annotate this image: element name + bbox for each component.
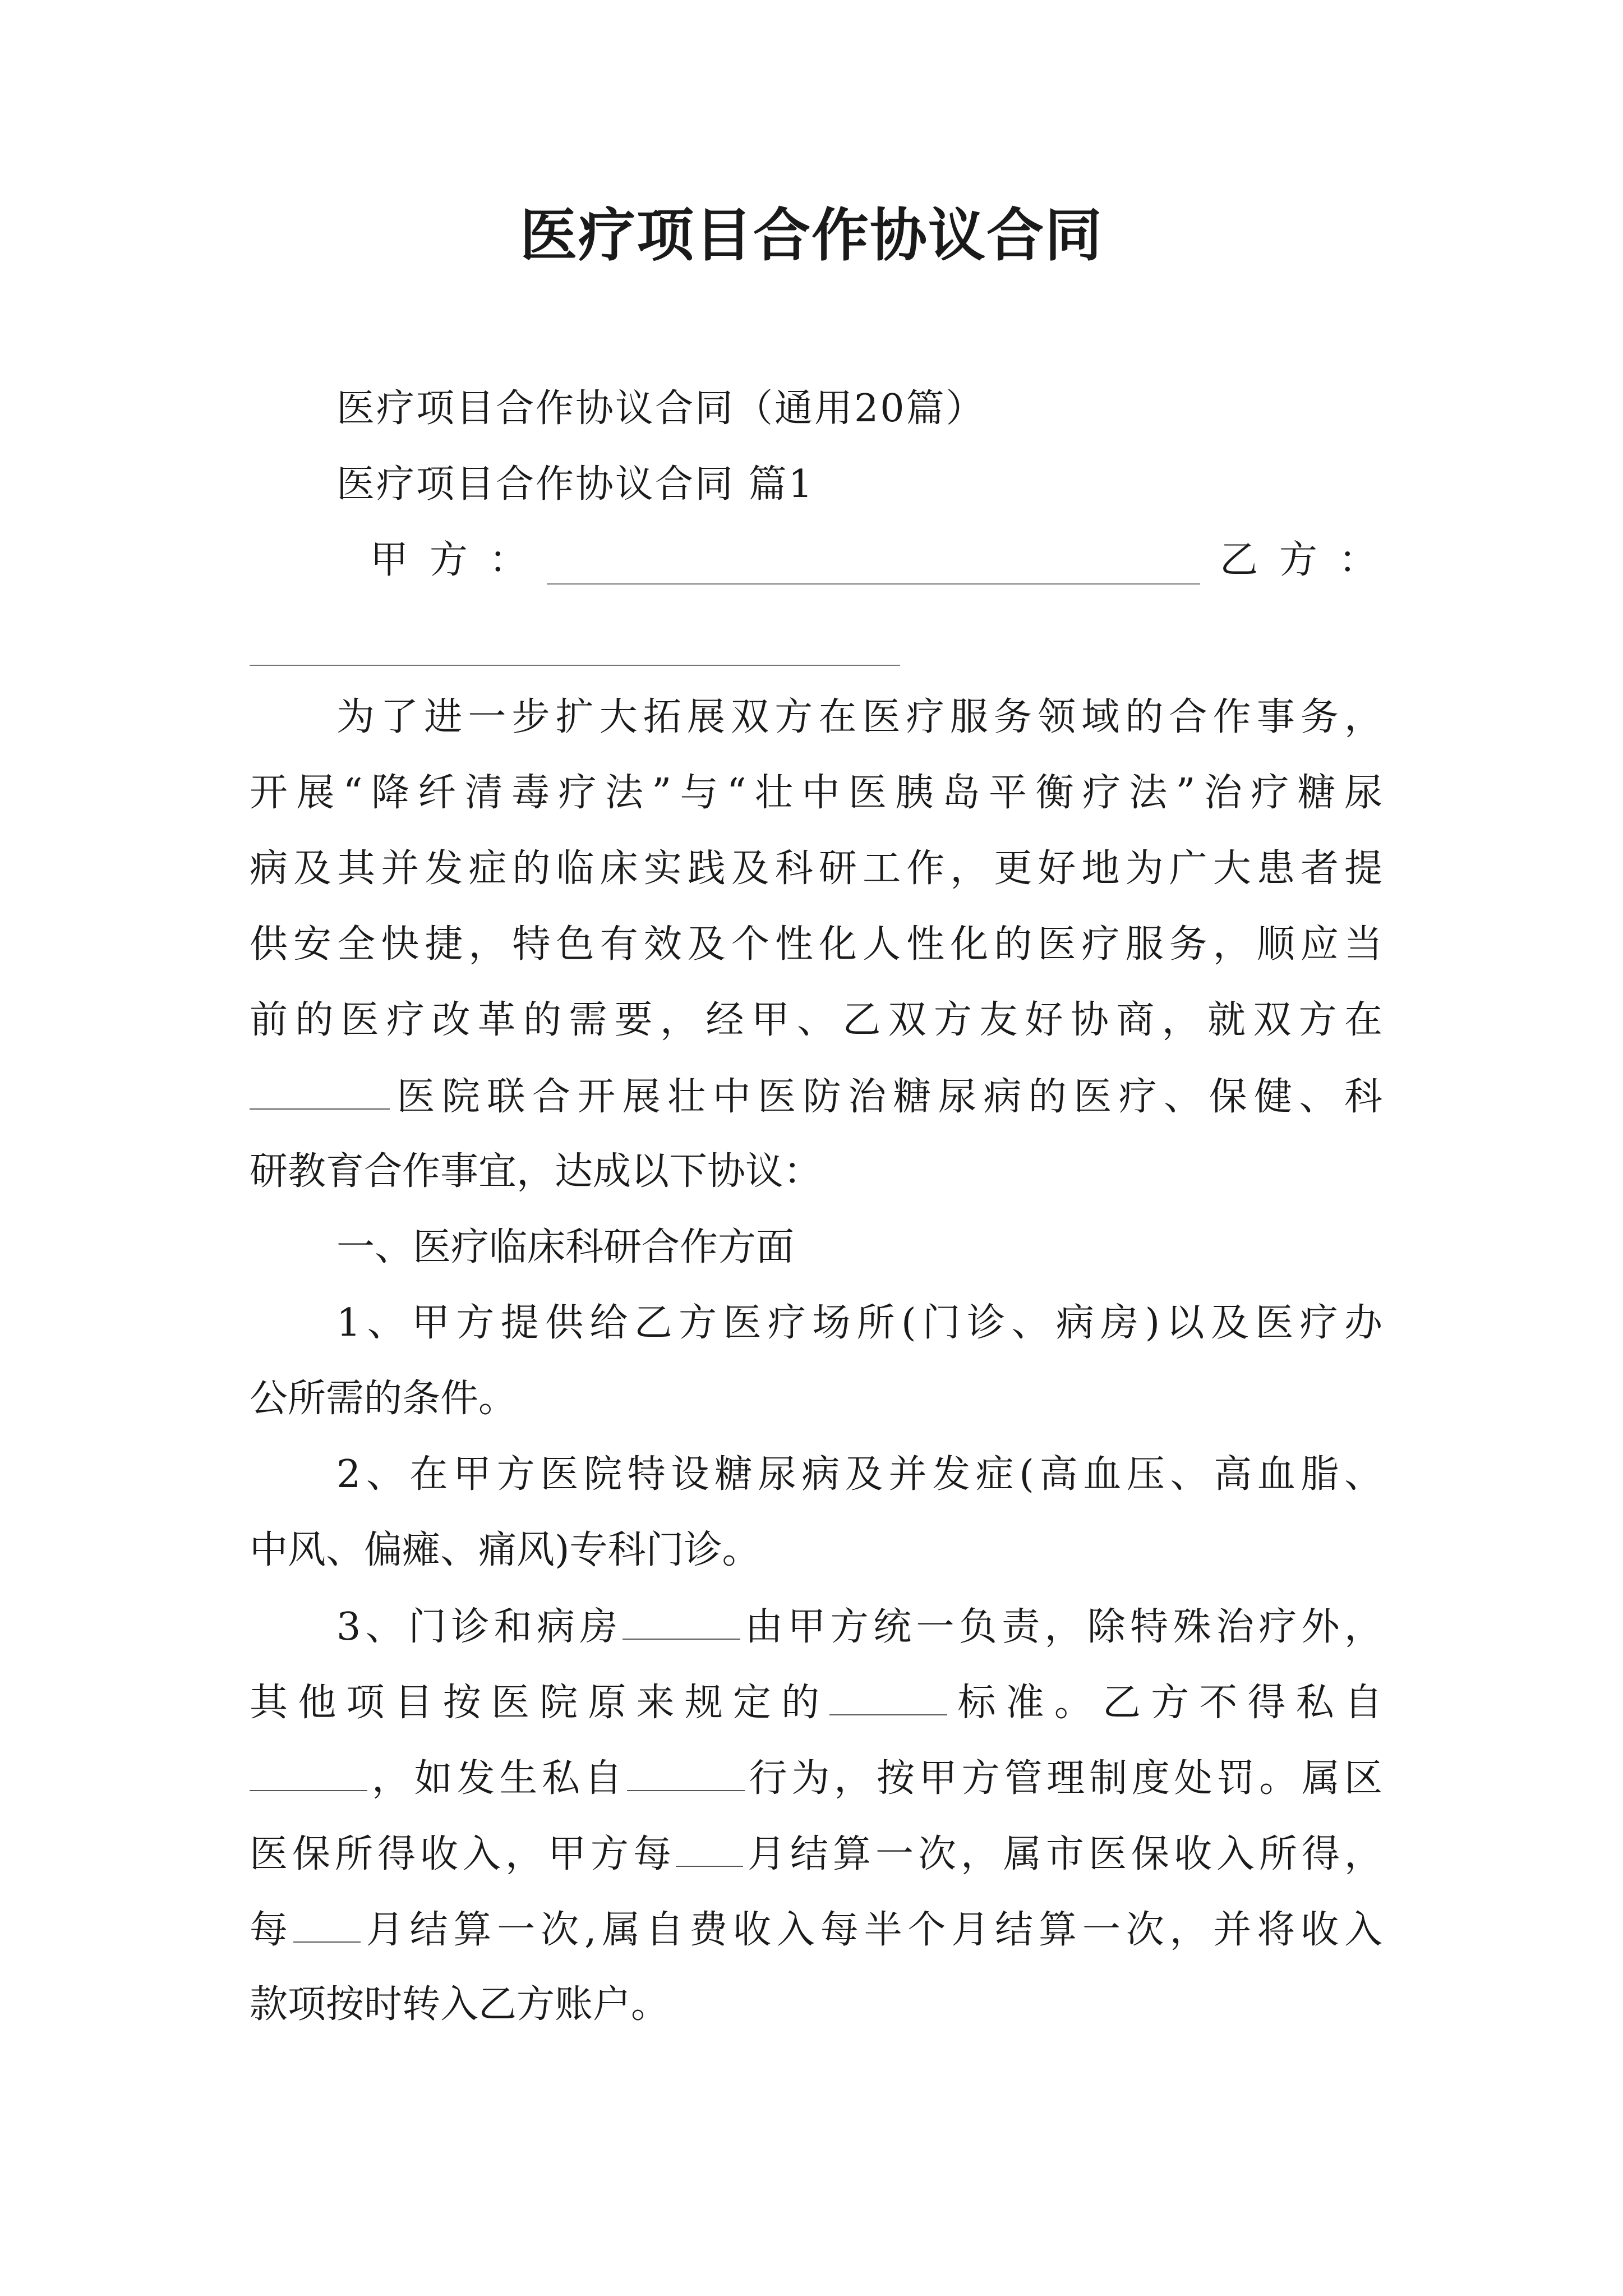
paragraph-line: 开展“降纤清毒疗法”与“壮中医胰岛平衡疗法”治疗糖尿 <box>250 771 1382 815</box>
item-line: 中风、偏瘫、痛风)专科门诊。 <box>250 1528 760 1572</box>
item-line: 公所需的条件。 <box>250 1377 517 1421</box>
document-subtitle: 医疗项目合作协议合同（通用20篇） <box>336 386 986 431</box>
item-line: 3、门诊和病房 由甲方统一负责，除特殊治疗外， <box>336 1605 1382 1650</box>
paragraph-line: 为了进一步扩大拓展双方在医疗服务领域的合作事务， <box>336 695 1382 739</box>
fill-blank <box>829 1680 947 1715</box>
item-line: ，如发生私自 行为，按甲方管理制度处罚。属区 <box>250 1756 1382 1801</box>
paragraph-line: 医院联合开展壮中医防治糖尿病的医疗、保健、科 <box>250 1074 1382 1119</box>
fill-blank <box>293 1907 361 1943</box>
item-line: 2、在甲方医院特设糖尿病及并发症(高血压、高血脂、 <box>336 1452 1382 1497</box>
fill-blank <box>623 1604 740 1640</box>
fill-blank <box>627 1756 745 1791</box>
paragraph-line: 前的医疗改革的需要，经甲、乙双方友好协商，就双方在 <box>250 998 1382 1042</box>
item-line: 医保所得收入，甲方每 月结算一次，属市医保收入所得， <box>250 1832 1382 1877</box>
fill-blank <box>250 1074 390 1110</box>
party-a-label: 甲方： <box>370 538 549 582</box>
article-heading: 医疗项目合作协议合同 篇1 <box>336 462 814 507</box>
fill-blank <box>250 1756 367 1791</box>
item-line: 每 月结算一次,属自费收入每半个月结算一次，并将收入 <box>250 1908 1382 1953</box>
paragraph-line: 供安全快捷，特色有效及个性化人性化的医疗服务，顺应当 <box>250 922 1382 967</box>
paragraph-line: 病及其并发症的临床实践及科研工作，更好地为广大患者提 <box>250 846 1382 891</box>
fill-blank <box>676 1832 743 1867</box>
item-line: 1、甲方提供给乙方医疗场所(门诊、病房)以及医疗办 <box>336 1301 1382 1345</box>
item-line: 其他项目按医院原来规定的 标准。乙方不得私自 <box>250 1681 1382 1726</box>
document-title: 医疗项目合作协议合同 <box>520 203 1103 269</box>
section-heading: 一、医疗临床科研合作方面 <box>336 1225 795 1269</box>
party-b-blank <box>250 665 900 666</box>
paragraph-line: 研教育合作事宜，达成以下协议： <box>250 1149 822 1194</box>
item-line: 款项按时转入乙方账户。 <box>250 1982 670 2027</box>
party-b-label: 乙方： <box>1220 538 1399 582</box>
party-a-blank <box>547 583 1200 585</box>
